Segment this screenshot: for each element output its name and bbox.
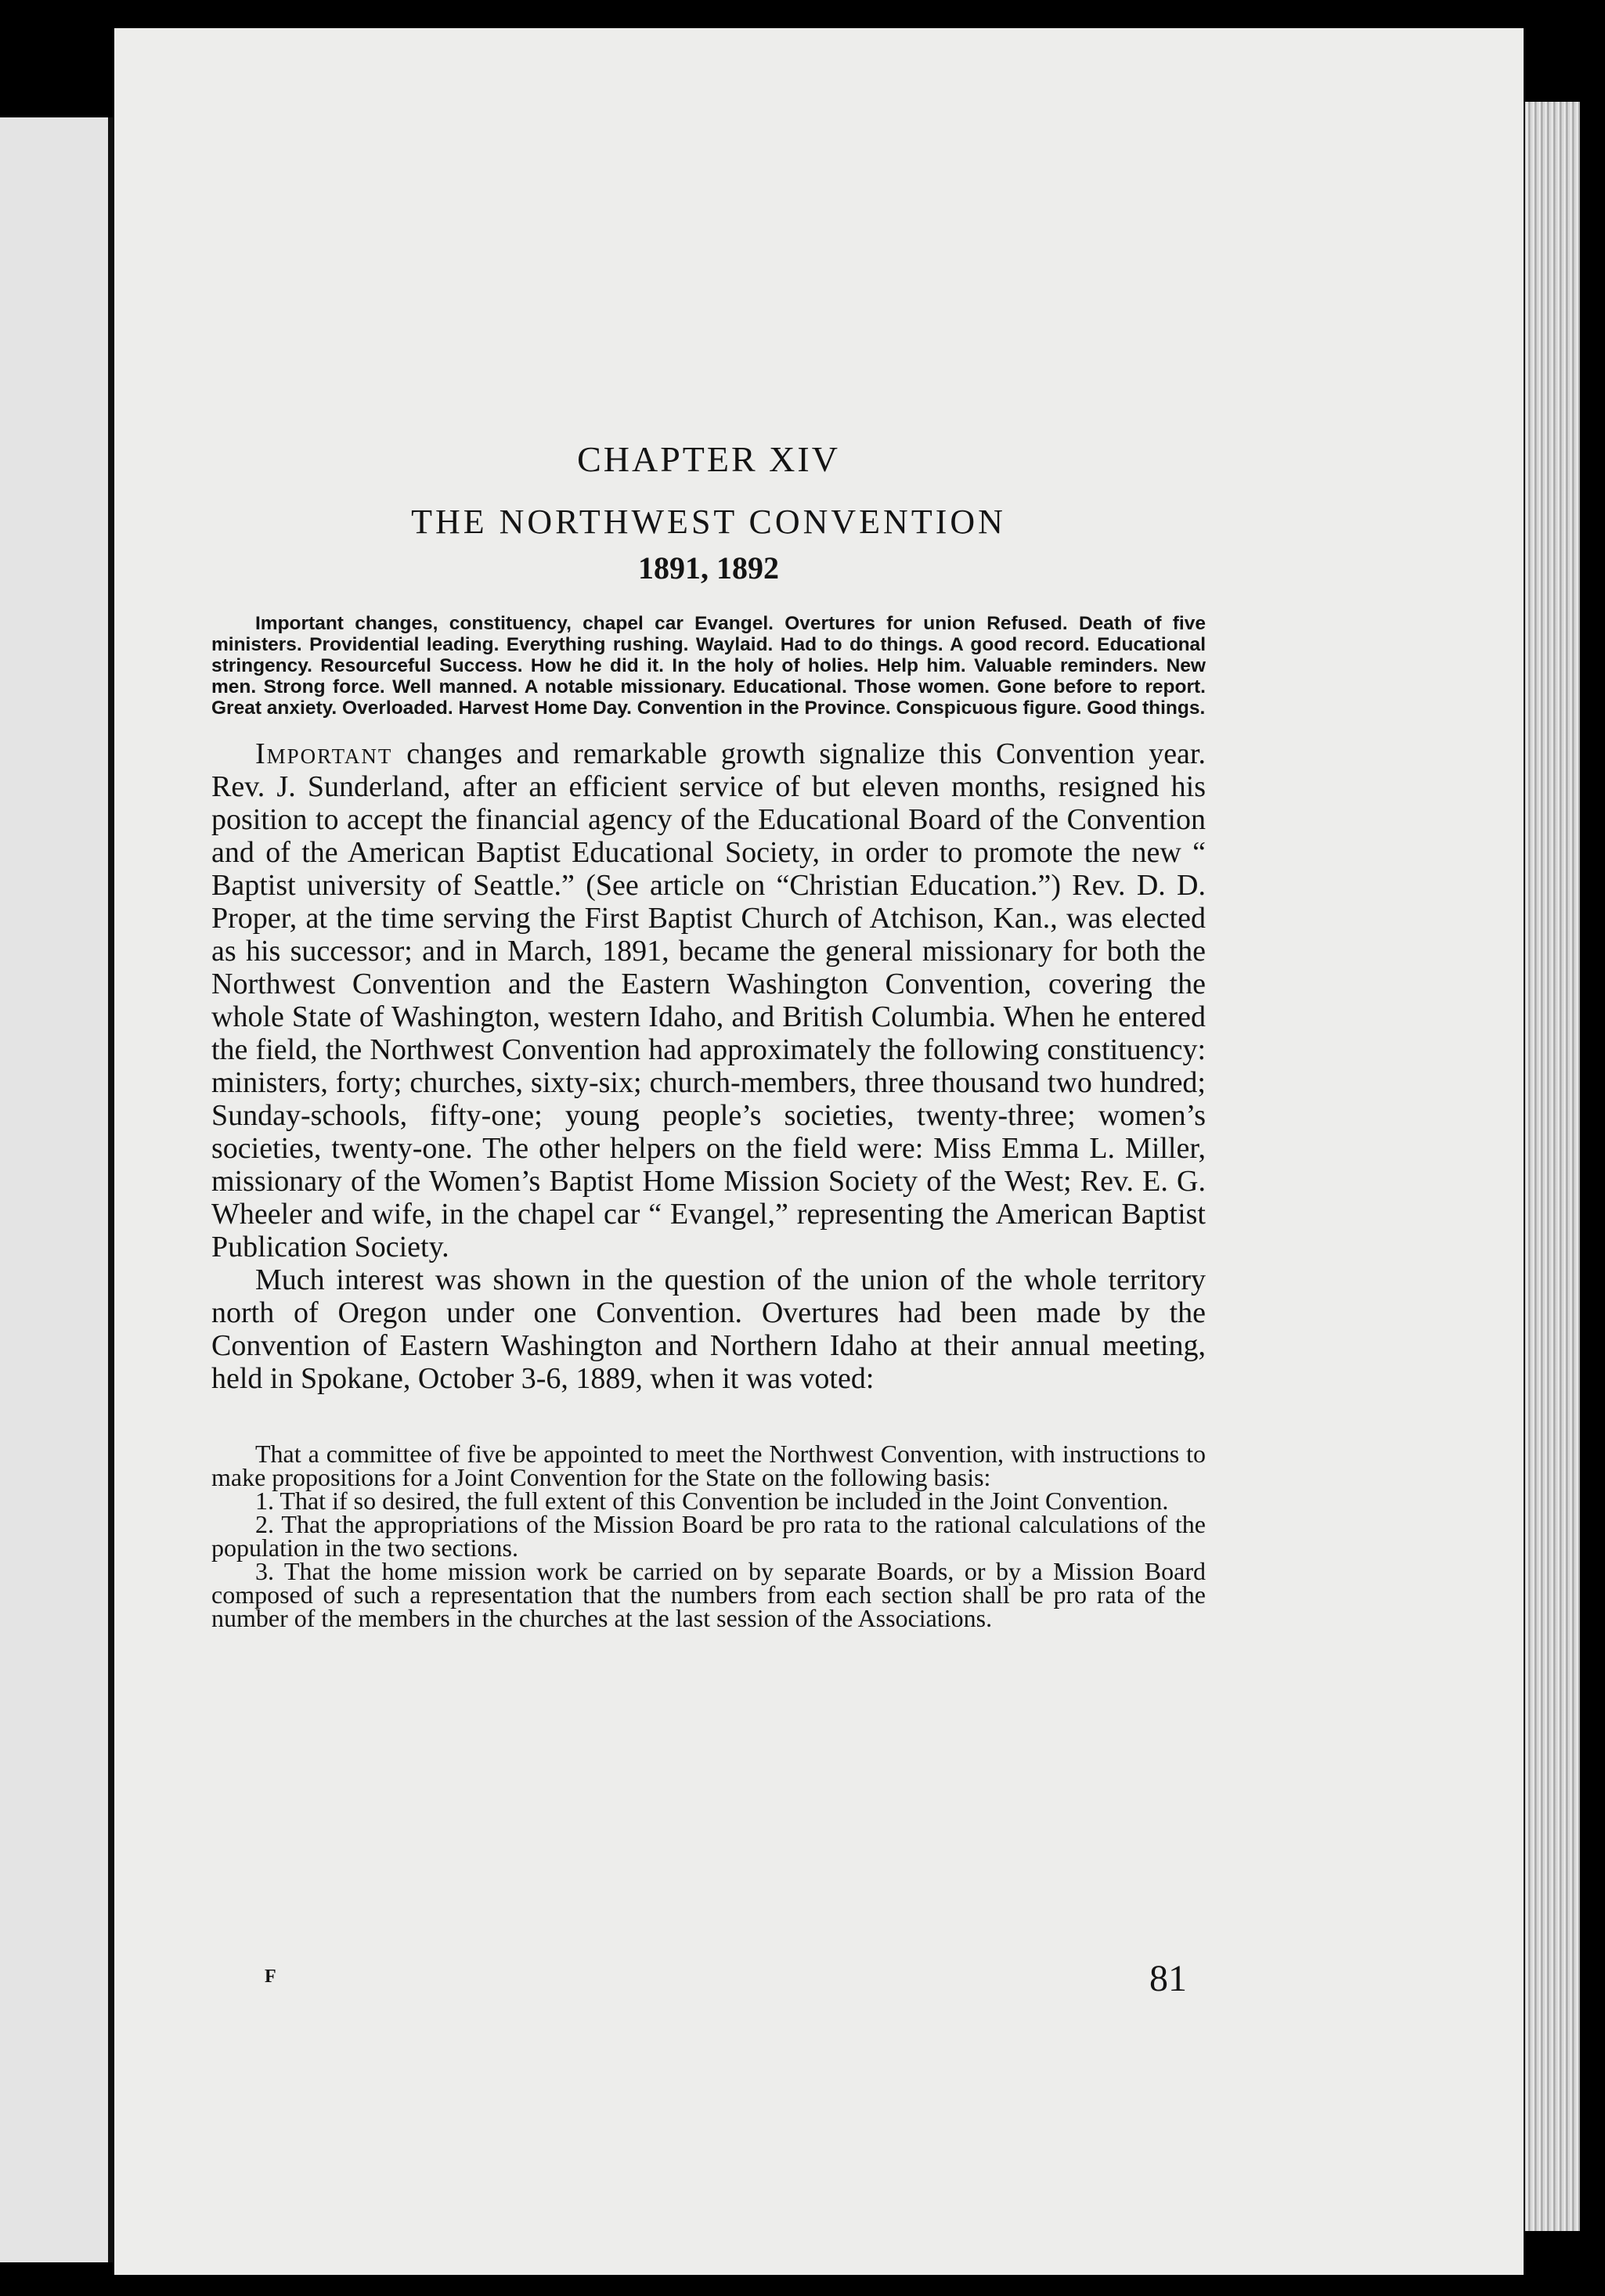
quote-item: 1. That if so desired, the full extent of this Convention be included in the Joint Convention. xyxy=(255,1487,1169,1515)
quoted-resolution xyxy=(211,1442,1206,1630)
quote-item: 2. That the appropriations of the Mission Board be pro rata to the rational calculations of the population in the two sections. xyxy=(211,1510,1206,1562)
body-text xyxy=(211,737,1206,1395)
chapter-years: 1891, 1892 xyxy=(638,550,779,586)
chapter-heading: CHAPTER XIV xyxy=(577,439,840,479)
page-content xyxy=(211,438,1206,1630)
paragraph-text: changes and remarkable growth signalize this Convention year. Rev. J. Sunderland, after an efficient service of but eleven months, resigned his position to accept the financial agency of the Educational Board of the Convention and of the American Baptist Educational Society, in order to promote the new “ Baptist university of Seattle.” (See article on “Christian Education.”) Rev. D. D. Proper, at the time serving the First Baptist Church of Atchison, Kan., was elected as his successor; and in March, 1891, became the general missionary for both the Northwest Convention and the Eastern Washington Convention, covering the whole State of Washington, western Idaho, and British Columbia. When he entered the field, the Northwest Convention had approximately the following constituency: ministers, forty; churches, sixty-six; church-members, three thousand two hundred; Sunday-schools, fifty-one; young people’s societies, twenty-three; women’s societies, twenty-one. The other helpers on the field were: Miss Emma L. Miller, missionary of the Women’s Baptist Home Mission Society of the West; Rev. E. G. Wheeler and wife, in the chapel car “ Evangel,” representing the American Baptist Publication Society. xyxy=(211,737,1206,1263)
paragraph-lead: Important xyxy=(255,737,393,770)
quote-item: 3. That the home mission work be carried on by separate Boards, or by a Mission Board composed of such a representation that the numbers from each section shall be pro rata of the number of the members in the churches at the last session of the Associations. xyxy=(211,1557,1206,1632)
facing-page-edge xyxy=(0,117,110,2262)
page-stack-edge xyxy=(1525,102,1580,2231)
paragraph: Much interest was shown in the question of the union of the whole territory north of Oregon under one Convention. Overtures had been made by the Convention of Eastern Washington and Northern Idaho at their annual meeting, held in Spokane, October 3-6, 1889, when it was voted: xyxy=(211,1263,1206,1395)
quote-intro: That a committee of five be appointed to meet the Northwest Convention, with instructions to make propositions for a Joint Convention for the State on the following basis: xyxy=(211,1440,1206,1491)
chapter-synopsis: Important changes, constituency, chapel car Evangel. Overtures for union Refused. Death of five ministers. Providential leading. Everything rushing. Waylaid. Had to do things. A good record. Educational stringency. Resourceful Success. How he did it. In the holy of holies. Help him. Valuable reminders. New men. Strong force. Well manned. A notable missionary. Educational. Those women. Gone before to report. Great anxiety. Overloaded. Harvest Home Day. Convention in the Province. Conspicuous figure. Good things. xyxy=(211,613,1206,719)
paragraph xyxy=(211,737,1206,1263)
signature-mark: F xyxy=(265,1966,276,1987)
chapter-title: THE NORTHWEST CONVENTION xyxy=(411,503,1006,541)
book-gutter xyxy=(108,117,113,2262)
page-number: 81 xyxy=(1149,1958,1187,1999)
